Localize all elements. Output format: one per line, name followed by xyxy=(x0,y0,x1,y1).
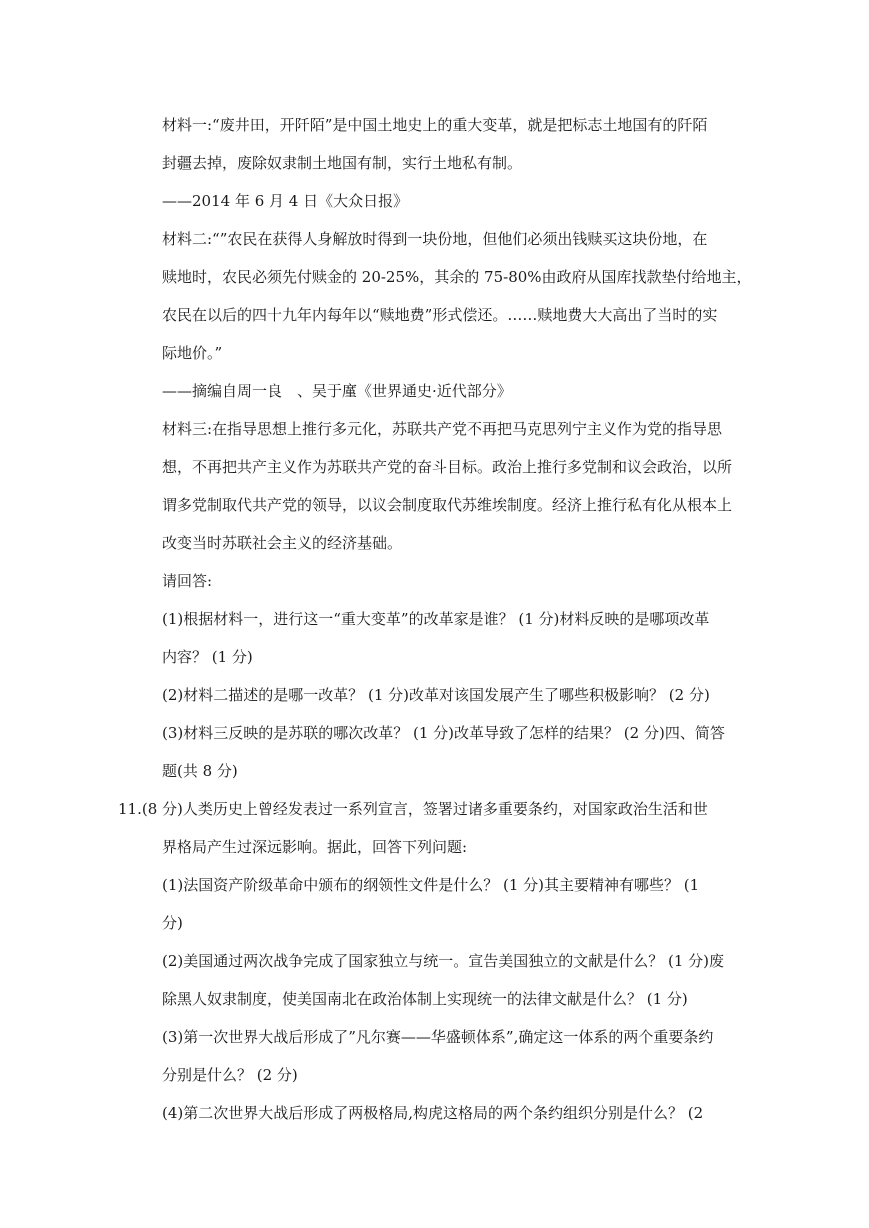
question-2: (2)材料二描述的是哪一改革？ (1 分)改革对该国发展产生了哪些积极影响？ (2 分) xyxy=(162,686,710,704)
question-11-sub-2-line-2: 除黑人奴隶制度，使美国南北在政治体制上实现统一的法律文献是什么？ (1 分) xyxy=(162,990,688,1008)
material-two-line-3: 农民在以后的四十九年内每年以“赎地费”形式偿还。……赎地费大大高出了当时的实 xyxy=(162,306,718,324)
material-two-source: ——摘编自周一良 、吴于廑《世界通史·近代部分》 xyxy=(162,382,512,400)
question-11-line-1: 11.(8 分)人类历史上曾经发表过一系列宣言，签署过诸多重要条约，对国家政治生活和世 xyxy=(118,800,708,818)
material-three-line-2: 想，不再把共产主义作为苏联共产党的奋斗目标。政治上推行多党制和议会政治，以所 xyxy=(162,458,733,476)
material-three-line-1: 材料三:在指导思想上推行多元化，苏联共产党不再把马克思列宁主义作为党的指导思 xyxy=(162,420,723,438)
material-two-line-1: 材料二:“”农民在获得人身解放时得到一块份地，但他们必须出钱赎买这块份地，在 xyxy=(162,230,708,248)
question-11-sub-2-line-1: (2)美国通过两次战争完成了国家独立与统一。宣告美国独立的文献是什么？ (1 分)废 xyxy=(162,952,725,970)
material-three-line-3: 谓多党制取代共产党的领导，以议会制度取代苏维埃制度。经济上推行私有化从根本上 xyxy=(162,496,733,514)
material-one-source: ——2014 年 6 月 4 日《大众日报》 xyxy=(162,192,409,210)
question-3-line-1: (3)材料三反映的是苏联的哪次改革？ (1 分)改革导致了怎样的结果？ (2 分)四、简答 xyxy=(162,724,725,742)
material-one-line-1: 材料一:“废井田，开阡陌”是中国土地史上的重大变革，就是把标志土地国有的阡陌 xyxy=(162,116,708,134)
material-two-line-2: 赎地时，农民必须先付赎金的 20-25%，其余的 75-80%由政府从国库找款垫付给地主， xyxy=(162,268,752,286)
question-3-line-2: 题(共 8 分) xyxy=(162,762,238,780)
answer-prompt: 请回答: xyxy=(162,572,213,590)
question-11-sub-4-line-1: (4)第二次世界大战后形成了两极格局,构虎这格局的两个条约组织分别是什么？ (2 xyxy=(162,1104,704,1122)
material-two-line-4: 际地价。” xyxy=(162,344,223,362)
material-three-line-4: 改变当时苏联社会主义的经济基础。 xyxy=(162,534,403,552)
question-1-line-2: 内容？ (1 分) xyxy=(162,648,253,666)
material-one-line-2: 封疆去掉，废除奴隶制土地国有制，实行土地私有制。 xyxy=(162,154,523,172)
question-11-sub-3-line-2: 分别是什么？ (2 分) xyxy=(162,1066,298,1084)
question-11-line-2: 界格局产生过深远影响。据此，回答下列问题: xyxy=(162,838,468,856)
question-11-sub-1-line-2: 分) xyxy=(162,914,183,932)
question-1-line-1: (1)根据材料一，进行这一“重大变革”的改革家是谁？ (1 分)材料反映的是哪项改革 xyxy=(162,610,710,628)
question-11-sub-3-line-1: (3)第一次世界大战后形成了”凡尔赛——华盛顿体系”,确定这一体系的两个重要条约 xyxy=(162,1028,714,1046)
question-11-sub-1-line-1: (1)法国资产阶级革命中颁布的纲领性文件是什么？ (1 分)其主要精神有哪些？ (1 xyxy=(162,876,700,894)
